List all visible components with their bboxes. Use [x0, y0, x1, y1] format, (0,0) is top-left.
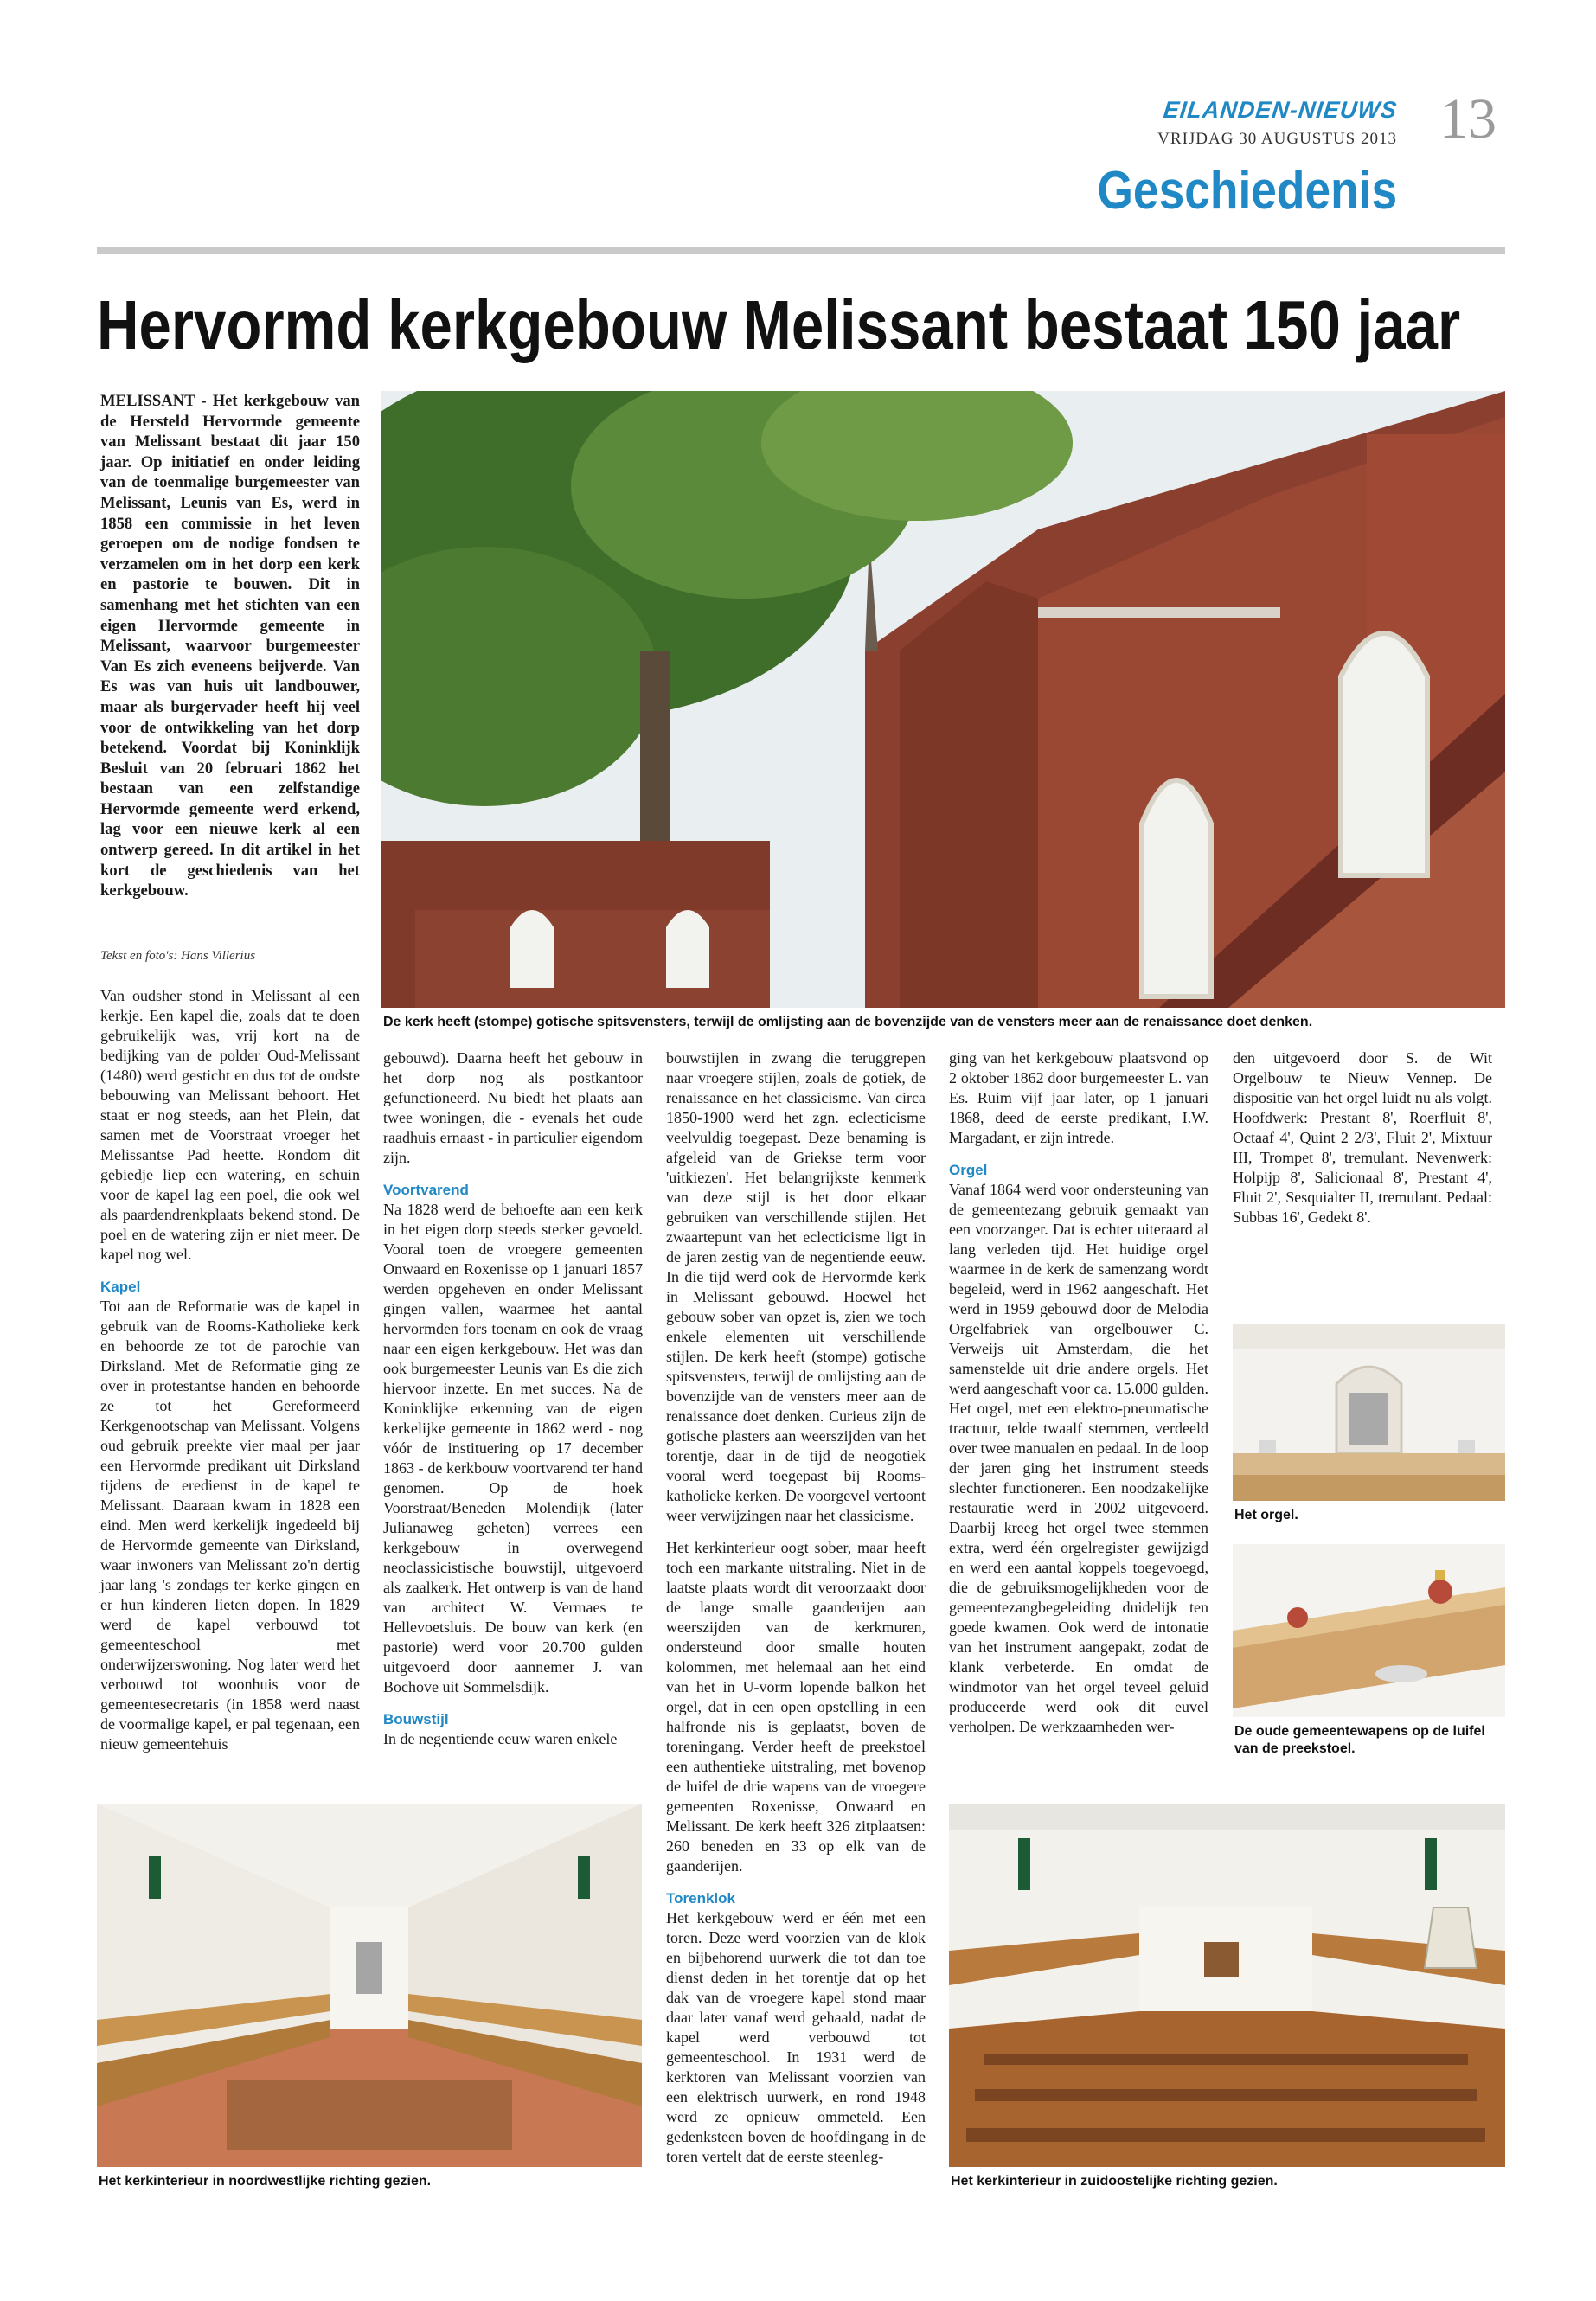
- church-exterior-photo: [381, 391, 1505, 1008]
- subheading-torenklok: Torenklok: [666, 1890, 735, 1907]
- column-3: [666, 1048, 926, 2167]
- paragraph: gebouwd). Daarna heeft het gebouw in het dorp nog als postkantoor gefunctioneerd. Nu biedt het plaats aan twee woningen, die - evenals het oude raadhuis ernaast - in particulier eigendom zijn.: [383, 1049, 643, 1166]
- subheading-kapel: Kapel: [100, 1279, 141, 1295]
- page-number: 13: [1439, 87, 1497, 151]
- coats-of-arms-caption: De oude gemeentewapens op de luifel van de preekstoel.: [1234, 1724, 1485, 1756]
- column-2: [383, 1048, 643, 1749]
- interior-southeast-caption: Het kerkinterieur in zuidoostelijke richting gezien.: [951, 2174, 1278, 2189]
- paragraph: Na 1828 werd de behoefte aan een kerk in het eigen dorp steeds sterker gevoeld. Vooral toen de vroegere gemeenten Onwaard en Roxenisse op 1 januari 1857 werden opgeheven en onder Melissant gingen vallen, waarmee het aantal hervormden fors toenam en ook de vraag naar een eigen kerkgebouw. Het was dan ook burgemeester Leunis van Es die zich hiervoor inzette. En met succes. Na de Koninklijke erkenning van de eigen kerkelijke gemeente in 1862 werd - nog vóór de instituering op 17 december 1863 - de kerkbouw voortvarend ter hand genomen. Op de hoek Voorstraat/Beneden Molendijk (later Julianaweg geheten) verrees een kerkgebouw in overwegend neoclassicistische bouwstijl, uitgevoerd als zaalkerk. Het ontwerp is van de hand van architect W. Vermaes te Hellevoetsluis. De bouw van kerk (en pastorie) werd voor 20.700 gulden uitgevoerd door aannemer J. van Bochove uit Sommelsdijk.: [383, 1201, 643, 1695]
- subheading-bouwstijl: Bouwstijl: [383, 1711, 449, 1727]
- article-headline: Hervormd kerkgebouw Melissant bestaat 150 jaar: [97, 286, 1461, 363]
- column-4: [949, 1048, 1208, 1737]
- paragraph: Het kerkgebouw werd er één met een toren. Deze werd voorzien van de klok en bijbehorend uurwerk die tot dan toe dienst deden in het torentje dat op het dak van de vroegere kapel stond maar daar later vanaf werd gehaald, nadat de kapel werd verbouwd tot gemeenteschool. In 1931 werd de kerktoren van Melissant voorzien van een elektrisch uurwerk, en rond 1948 werd ze opnieuw ommeteld. Een gedenksteen boven de hoofdingang in de toren vertelt dat de eerste steenleg-: [666, 1909, 926, 2165]
- organ-photo: [1233, 1324, 1505, 1501]
- coats-of-arms-photo: [1233, 1544, 1505, 1717]
- article-lead: MELISSANT - Het kerkgebouw van de Hersteld Hervormde gemeente van Melissant bestaat dit jaar 150 jaar. Op initiatief en onder leiding van de toenmalige burgemeester van Melissant, Leunis van Es, werd in 1858 een commissie in het leven geroepen om de nodige fondsen te verzamelen om in het dorp een kerk en pastorie te bouwen. Dit in samenhang met het stichten van een eigen Hervormde gemeente in Melissant, waarvoor burgemeester Van Es zich eveneens beijverde. Van Es was van huis uit landbouwer, maar als burgervader heeft hij veel voor de ontwikkeling van het dorp betekend. Voordat bij Koninklijk Besluit van 20 februari 1862 het bestaan van een zelfstandige Hervormde gemeente werd erkend, lag voor een nieuwe kerk al een ontwerp gereed. In dit artikel in het kort de geschiedenis van het kerkgebouw.: [100, 392, 360, 901]
- main-photo-caption: De kerk heeft (stompe) gotische spitsvensters, terwijl de omlijsting aan de bovenzijde van de vensters meer aan de renaissance doet denken.: [383, 1015, 1313, 1029]
- paragraph: den uitgevoerd door S. de Wit Orgelbouw te Nieuw Vennep. De dispositie van het orgel luidt nu als volgt. Hoofdwerk: Prestant 8', Roerfluit 8', Octaaf 4', Quint 2 2/3', Fluit 2', Mixtuur III, Trompet 8', tremulant. Nevenwerk: Holpijp 8', Salicionaal 8', Prestant 4', Fluit 2', Sesquialter II, tremulant. Pedaal: Subbas 16', Gedekt 8'.: [1233, 1049, 1492, 1226]
- column-1: [100, 986, 360, 1754]
- subheading-voortvarend: Voortvarend: [383, 1182, 469, 1198]
- paragraph: In de negentiende eeuw waren enkele: [383, 1730, 618, 1747]
- interior-northwest-caption: Het kerkinterieur in noordwestlijke richting gezien.: [99, 2174, 432, 2189]
- paragraph: Het kerkinterieur oogt sober, maar heeft toch een markante uitstraling. Niet in de laatste plaats wordt dit veroorzaakt door de lange smalle gaanderijen aan weerszijden van de kerkmuren, ondersteund door smalle houten kolommen, met helemaal aan het eind van het in U-vorm lopende balkon het orgel, dat in een open opstelling in een halfronde nis is geplaatst, boven de toreningang. Verder heeft de preekstoel een authentieke uitstraling, met bovenop de luifel de drie wapens van de vroegere gemeenten Roxenisse, Onwaard en Melissant. De kerk heeft 326 zitplaatsen: 260 beneden en 33 op elk van de gaanderijen.: [666, 1539, 926, 1875]
- paragraph: ging van het kerkgebouw plaatsvond op 2 oktober 1862 door burgemeester L. van Es. Ruim vijf jaar later, op 1 januari 1868, deed de eerste predikant, I.W. Margadant, er zijn intrede.: [949, 1049, 1208, 1146]
- paragraph: Van oudsher stond in Melissant al een kerkje. Een kapel die, zoals dat te doen gebruikelijk was, vrij kort na de bedijking van de polder Oud-Melissant (1480) werd gesticht en dus tot de oudste bebouwing van Melissant behoort. Het staat er nog steeds, aan het Plein, dat samen met de Voorstraat vroeger het Melissantse Pad heette. Rondom dit gebiedje liep een watering, en schuin voor de kapel lag een poel, die ook wel als paardendrenkplaats bekend stond. De poel en de watering zijn er niet meer. De kapel nog wel.: [100, 987, 360, 1263]
- paragraph: bouwstijlen in zwang die teruggrepen naar vroegere stijlen, zoals de gotiek, de renaissance en het classicisme. Van circa 1850-1900 werd het zgn. eclecticisme veelvuldig toegepast. Deze benaming is afgeleid van de Griekse term voor 'uitkiezen'. Het belangrijkste kenmerk van deze stijl is het door elkaar gebruiken van verschillende stijlen. Het zwaartepunt van het eclecticisme ligt in de jaren zestig van de negentiende eeuw. In die tijd werd ook de Hervormde kerk in Melissant gebouwd. Hoewel het gebouw sober van opzet is, zien we toch enkele elementen uit verschillende stijlen. De kerk heeft (stompe) gotische spitsvensters, terwijl de omlijsting aan de bovenzijde van de vensters meer aan de renaissance doet denken. Curieus zijn de gotische plasters aan weerszijden van het torentje, daar in de tijd de neogotiek vooral werd toegepast bij Rooms-katholieke kerken. De voorgevel vertoont weer verwijzingen naar het classicisme.: [666, 1049, 926, 1524]
- issue-date: VRIJDAG 30 AUGUSTUS 2013: [1157, 130, 1397, 148]
- interior-northwest-photo: [97, 1804, 642, 2167]
- paragraph: Vanaf 1864 werd voor ondersteuning van de gemeentezang gebruik gemaakt van een voorzanger. Dat is echter uiteraard al lang verleden tijd. Het huidige orgel waarmee in de kerk de samenzang wordt begeleid, werd in 1962 aangeschaft. Het werd in 1959 gebouwd door de Melodia Orgelfabriek van orgelbouwer C. Verweijs uit Amsterdam, die het samenstelde uit drie andere orgels. Het werd aangeschaft voor ca. 15.000 gulden. Het orgel, met een elektro-pneumatische tractuur, telde twaalf stemmen, verdeeld over twee manualen en pedaal. In de loop der jaren ging het instrument steeds slechter functioneren. Een noodzakelijke restauratie werd in 2002 uitgevoerd. Daarbij kreeg het orgel twee stemmen extra, werd één orgelregister gewijzigd en werd een aantal koppels toegevoegd, die de gebruiksmogelijkheden voor de gemeentezangbegeleiding duidelijk ten goede kwamen. Ook werd de intonatie van het instrument aangepakt, zodat de klank verbeterde. En omdat de windmotor van het orgel teveel geluid produceerde werd ook dit euvel verholpen. De werkzaamheden wer-: [949, 1181, 1208, 1735]
- subheading-orgel: Orgel: [949, 1162, 988, 1178]
- column-5: [1233, 1048, 1492, 1227]
- interior-southeast-photo: [949, 1804, 1505, 2167]
- paragraph: Tot aan de Reformatie was de kapel in gebruik van de Rooms-Katholieke kerk en behoorde ze tot de parochie van Dirksland. Met de Reformatie ging ze over in protestantse handen en behoorde ze tot het Gereformeerd Kerkgenootschap van Melissant. Volgens oud gebruik preekte vier maal per jaar een Hervormde predikant uit Dirksland tijdens de eredienst in de kapel te Melissant. Daaraan kwam in 1828 een eind. Men werd kerkelijk ingedeeld bij de Hervormde gemeente van Dirksland, waar inwoners van Melissant zo'n dertig jaar lang 's zondags ter kerke gingen en er hun kinderen lieten dopen. In 1829 werd de kapel verbouwd tot gemeenteschool met onderwijzerswoning. Nog later werd het verbouwd tot woonhuis voor de gemeentesecretaris (in 1858 werd naast de voormalige kapel, er pal tegenaan, een nieuw gemeentehuis: [100, 1298, 360, 1753]
- organ-caption: Het orgel.: [1234, 1508, 1298, 1522]
- section-title: Geschiedenis: [1097, 161, 1397, 221]
- photo-credit: Tekst en foto's: Hans Villerius: [100, 949, 256, 963]
- masthead: EILANDEN-NIEUWS: [1162, 97, 1399, 123]
- header-divider: [97, 247, 1505, 254]
